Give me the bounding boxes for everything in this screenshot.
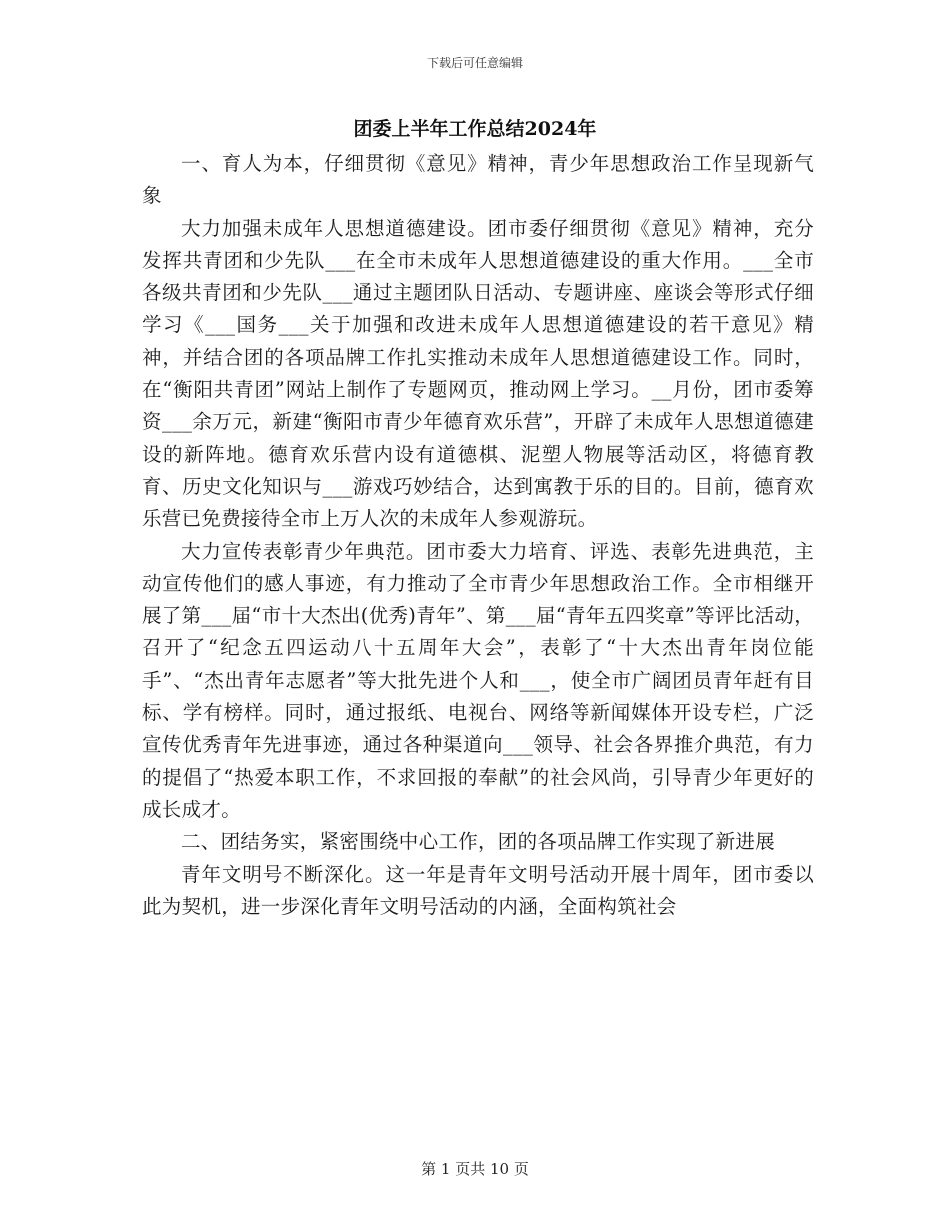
section-heading-2: 二、团结务实，紧密围绕中心工作，团的各项品牌工作实现了新进展	[181, 830, 776, 854]
paragraph-moral-education: 大力加强未成年人思想道德建设。团市委仔细贯彻《意见》精神，充分发挥共青团和少先队___在全市未成年人思想道德建设的重大作用。___全市各级共青团和少先队___通过主题团队日活动、专题讲座、座谈会等形式仔细学习《___国务___关于加强和改进未成年人思想道德建设的若干意见》精神，并结合团的各项品牌工作扎实推动未成年人思想道德建设工作。同时，在“衡阳共青团”网站上制作了专题网页，推动网上学习。__月份，团市委筹资___余万元，新建“衡阳市青少年德育欢乐营”，开辟了未成年人思想道德建设的新阵地。德育欢乐营内设有道德棋、泥塑人物展等活动区，将德育教育、历史文化知识与___游戏巧妙结合，达到寓教于乐的目的。目前，德育欢乐营已免费接待全市上万人次的未成年人参观游玩。	[142, 216, 814, 531]
document-body	[142, 148, 814, 923]
page-number-footer: 第 1 页共 10 页	[421, 1160, 529, 1178]
section-heading-1: 一、育人为本，仔细贯彻《意见》精神，青少年思想政治工作呈现新气象	[142, 152, 814, 208]
document-title: 团委上半年工作总结2024年	[353, 118, 597, 140]
paragraph-youth-civilization: 青年文明号不断深化。这一年是青年文明号活动开展十周年，团市委以此为契机，进一步深化青年文明号活动的内涵，全面构筑社会	[142, 862, 814, 918]
paragraph-role-models: 大力宣传表彰青少年典范。团市委大力培育、评选、表彰先进典范，主动宣传他们的感人事迹，有力推动了全市青少年思想政治工作。全市相继开展了第___届“市十大杰出(优秀)青年”、第___届“青年五四奖章”等评比活动，召开了“纪念五四运动八十五周年大会”，表彰了“十大杰出青年岗位能手”、“杰出青年志愿者”等大批先进个人和___，使全市广阔团员青年赶有目标、学有榜样。同时，通过报纸、电视台、网络等新闻媒体开设专栏，广泛宣传优秀青年先进事迹，通过各种渠道向___领导、社会各界推介典范，有力的提倡了“热爱本职工作，不求回报的奉献”的社会风尚，引导青少年更好的成长成才。	[142, 539, 814, 821]
page-header-note: 下载后可任意编辑	[426, 56, 523, 70]
